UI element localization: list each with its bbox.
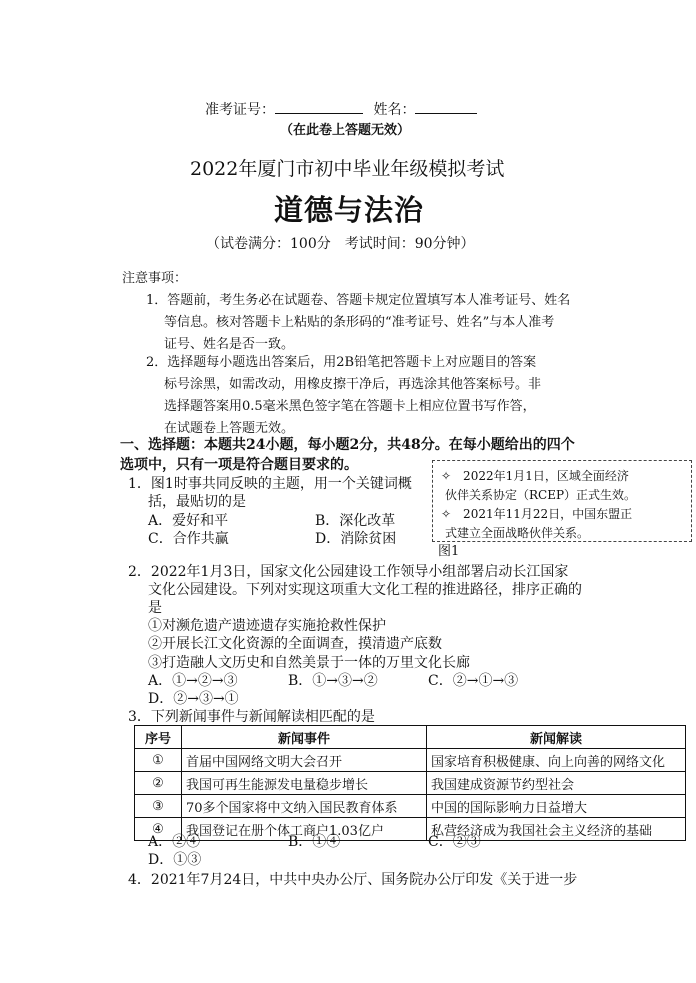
q2-stem: 2．2022年1月3日，国家文化公园建设工作领导小组部署启动长江国家 xyxy=(128,564,569,580)
id-blank xyxy=(275,99,363,114)
name-label: 姓名： xyxy=(373,102,416,118)
figure-1-caption: 图1 xyxy=(438,544,460,559)
answer-invalid-note: （在此卷上答题无效） xyxy=(280,123,411,138)
table-cell: 中国的国际影响力日益增大 xyxy=(427,795,686,818)
notice-heading: 注意事项： xyxy=(122,271,188,286)
figure-line: 式建立全面战略伙伴关系。 xyxy=(445,526,590,540)
notice-line: 1．答题前，考生务必在试题卷、答题卡规定位置填写本人准考证号、姓名 xyxy=(146,293,571,308)
table-cell: 我国登记在册个体工商户1.03亿户 xyxy=(182,818,427,841)
table-cell: 首届中国网络文明大会召开 xyxy=(182,749,427,772)
q1-option-a: A．爱好和平 xyxy=(148,513,229,529)
table-cell: 私营经济成为我国社会主义经济的基础 xyxy=(427,818,686,841)
q2-option-d: D．②→③→① xyxy=(148,691,239,707)
table-row xyxy=(135,749,686,772)
section-heading: 一、选择题：本题共24小题，每小题2分，共48分。在每小题给出的四个 xyxy=(120,437,575,453)
notice-line: 标号涂黑，如需改动，用橡皮擦干净后，再选涂其他答案标号。非 xyxy=(164,377,542,392)
section-heading-cont: 选项中，只有一项是符合题目要求的。 xyxy=(120,457,358,473)
q2-option-a: A．①→②→③ xyxy=(148,673,238,689)
id-label: 准考证号： xyxy=(205,102,275,118)
q4-stem: 4．2021年7月24日，中共中央办公厅、国务院办公厅印发《关于进一步 xyxy=(128,872,578,888)
table-cell: ③ xyxy=(135,795,182,818)
notice-line: 2．选择题每小题选出答案后，用2B铅笔把答题卡上对应题目的答案 xyxy=(146,355,537,370)
news-table xyxy=(134,725,686,841)
q1-stem: 1．图1时事共同反映的主题，用一个关键词概 xyxy=(128,476,412,492)
q3-option-c: C．②③ xyxy=(428,834,481,850)
table-row xyxy=(135,818,686,841)
q2-item-1: ①对濒危遗产遗迹遗存实施抢救性保护 xyxy=(148,618,386,634)
figure-line: 伙伴关系协定（RCEP）正式生效。 xyxy=(445,488,637,502)
table-header-row xyxy=(135,726,686,749)
q3-option-d: D．①③ xyxy=(148,852,202,868)
candidate-info-line xyxy=(205,99,477,120)
q1-option-d: D．消除贫困 xyxy=(315,531,397,547)
q3-stem: 3．下列新闻事件与新闻解读相匹配的是 xyxy=(128,709,375,725)
q2-option-b: B．①→③→② xyxy=(288,673,378,689)
notice-item-1 xyxy=(146,290,570,356)
notice-item-2 xyxy=(146,352,541,440)
notice-line: 等信息。核对答题卡上粘贴的条形码的“准考证号、姓名”与本人准考 xyxy=(164,315,555,330)
q2-item-3: ③打造融人文历史和自然美景于一体的万里文化长廊 xyxy=(148,655,470,671)
figure-line: ✧ 2021年11月22日，中国东盟正 xyxy=(441,507,633,521)
name-blank xyxy=(415,99,477,114)
table-cell: 国家培育积极健康、向上向善的网络文化 xyxy=(427,749,686,772)
col-header-event: 新闻事件 xyxy=(182,726,427,749)
notice-line: 在试题卷上答题无效。 xyxy=(164,421,295,436)
table-cell: ④ xyxy=(135,818,182,841)
table-cell: ② xyxy=(135,772,182,795)
exam-meta: （试卷满分：100分 考试时间：90分钟） xyxy=(206,236,475,252)
q1-option-c: C．合作共赢 xyxy=(148,531,229,547)
table-row xyxy=(135,772,686,795)
notice-line: 证号、姓名是否一致。 xyxy=(164,337,295,352)
q2-item-2: ②开展长江文化资源的全面调查，摸清遗产底数 xyxy=(148,636,442,652)
col-header-index: 序号 xyxy=(135,726,182,749)
q1-option-b: B．深化改革 xyxy=(315,513,396,529)
q2-stem-cont: 文化公园建设。下列对实现这项重大文化工程的推进路径，排序正确的 xyxy=(148,582,582,598)
q2-stem-cont: 是 xyxy=(148,600,162,616)
notice-line: 选择题答案用0.5毫米黑色签字笔在答题卡上相应位置书写作答， xyxy=(164,399,536,414)
figure-1-box xyxy=(432,460,692,542)
q3-option-a: A．②④ xyxy=(148,834,201,850)
q1-stem-cont: 括，最贴切的是 xyxy=(148,494,246,510)
table-cell: 70多个国家将中文纳入国民教育体系 xyxy=(182,795,427,818)
col-header-interpretation: 新闻解读 xyxy=(427,726,686,749)
figure-line: ✧ 2022年1月1日，区域全面经济 xyxy=(441,469,629,483)
q2-option-c: C．②→①→③ xyxy=(428,673,519,689)
q3-option-b: B．①④ xyxy=(288,834,341,850)
exam-title: 2022年厦门市初中毕业年级模拟考试 xyxy=(190,158,505,180)
subject-title: 道德与法治 xyxy=(274,193,425,227)
table-cell: ① xyxy=(135,749,182,772)
table-cell: 我国建成资源节约型社会 xyxy=(427,772,686,795)
table-row xyxy=(135,795,686,818)
table-cell: 我国可再生能源发电量稳步增长 xyxy=(182,772,427,795)
